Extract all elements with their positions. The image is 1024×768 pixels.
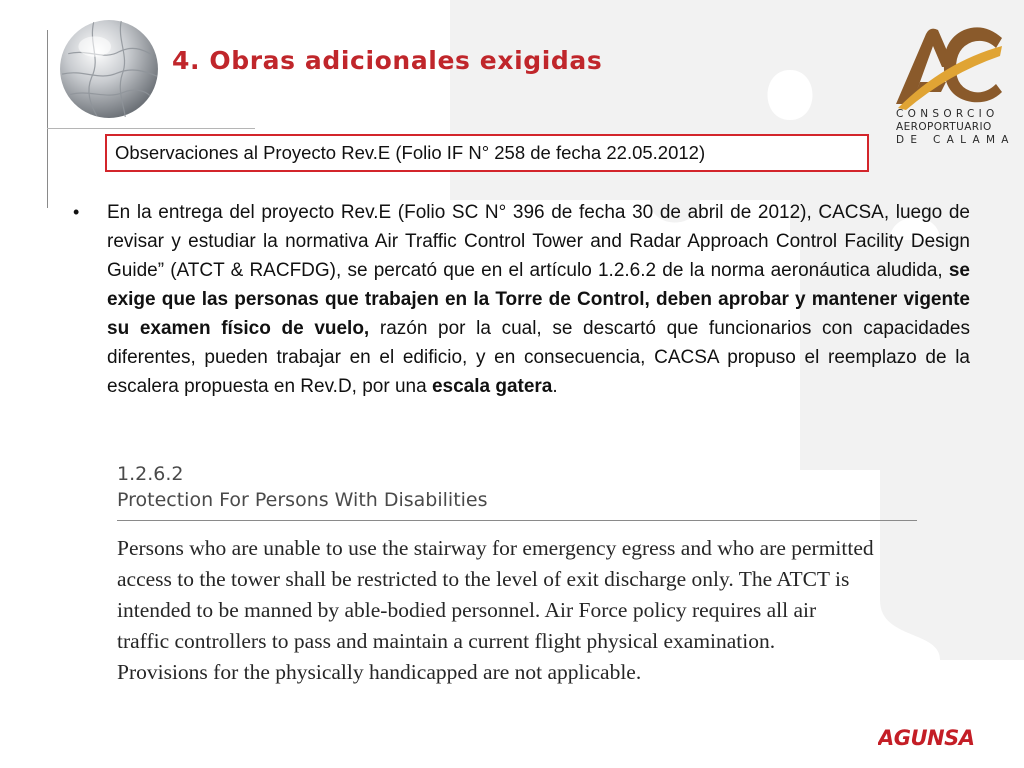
agunsa-logo-icon bbox=[878, 724, 996, 750]
bullet-bold-part-1: se exige que las personas que trabajen en la Torre de Control, deben aprobar y mantener vigente su examen físico de vuelo, bbox=[107, 260, 970, 339]
regulation-excerpt bbox=[117, 463, 917, 688]
excerpt-body bbox=[117, 533, 917, 688]
excerpt-line: intended to be manned by able-bodied personnel. Air Force policy requires all air bbox=[117, 598, 817, 622]
bullet-text-part-1: En la entrega del proyecto Rev.E (Folio SC N° 396 de fecha 30 de abril de 2012), CACSA, luego de revisar y estudiar la normativa Air Traffic Control Tower and Radar Approach Control Facility Design Guide” (ATCT & RACFDG), se percató que en el artículo 1.2.6.2 de la norma aeronáutica aludida, bbox=[107, 202, 970, 281]
excerpt-line: Persons who are unable to use the stairway for emergency egress and who are permitted bbox=[117, 536, 874, 560]
excerpt-section-number: 1.2.6.2 bbox=[117, 463, 184, 485]
bullet-text bbox=[107, 198, 970, 401]
bullet-paragraph bbox=[73, 198, 970, 401]
svg-text:AGUNSA: AGUNSA bbox=[878, 726, 975, 750]
excerpt-line: Provisions for the physically handicapped are not applicable. bbox=[117, 660, 642, 684]
bullet-marker: • bbox=[73, 202, 80, 222]
observation-box: Observaciones al Proyecto Rev.E (Folio IF N° 258 de fecha 22.05.2012) bbox=[105, 134, 869, 172]
logo-line-3: DE CALAMA bbox=[896, 134, 1015, 146]
decorative-vertical-line bbox=[47, 30, 48, 208]
decorative-horizontal-line bbox=[47, 128, 255, 129]
logo-line-2: AEROPORTUARIO bbox=[896, 121, 992, 133]
puzzle-globe-icon bbox=[58, 18, 160, 120]
bullet-text-part-2: razón por la cual, se descartó que funcionarios con capacidades diferentes, pueden trabajar en el edificio, y en consecuencia, CACSA propuso el reemplazo de la escalera propuesta en Rev.D, por una bbox=[107, 318, 970, 397]
excerpt-line: access to the tower shall be restricted to the level of exit discharge only. The ATCT is bbox=[117, 567, 850, 591]
bullet-bold-part-2: escala gatera bbox=[431, 376, 553, 397]
excerpt-line: traffic controllers to pass and maintain a current flight physical examination. bbox=[117, 629, 776, 653]
logo-line-1: CONSORCIO bbox=[896, 108, 999, 120]
excerpt-section-title: Protection For Persons With Disabilities bbox=[117, 489, 488, 511]
excerpt-divider bbox=[117, 520, 917, 521]
logo-text bbox=[896, 108, 1015, 147]
slide-title: 4. Obras adicionales exigidas bbox=[172, 46, 603, 75]
bullet-text-part-3: . bbox=[552, 376, 558, 397]
